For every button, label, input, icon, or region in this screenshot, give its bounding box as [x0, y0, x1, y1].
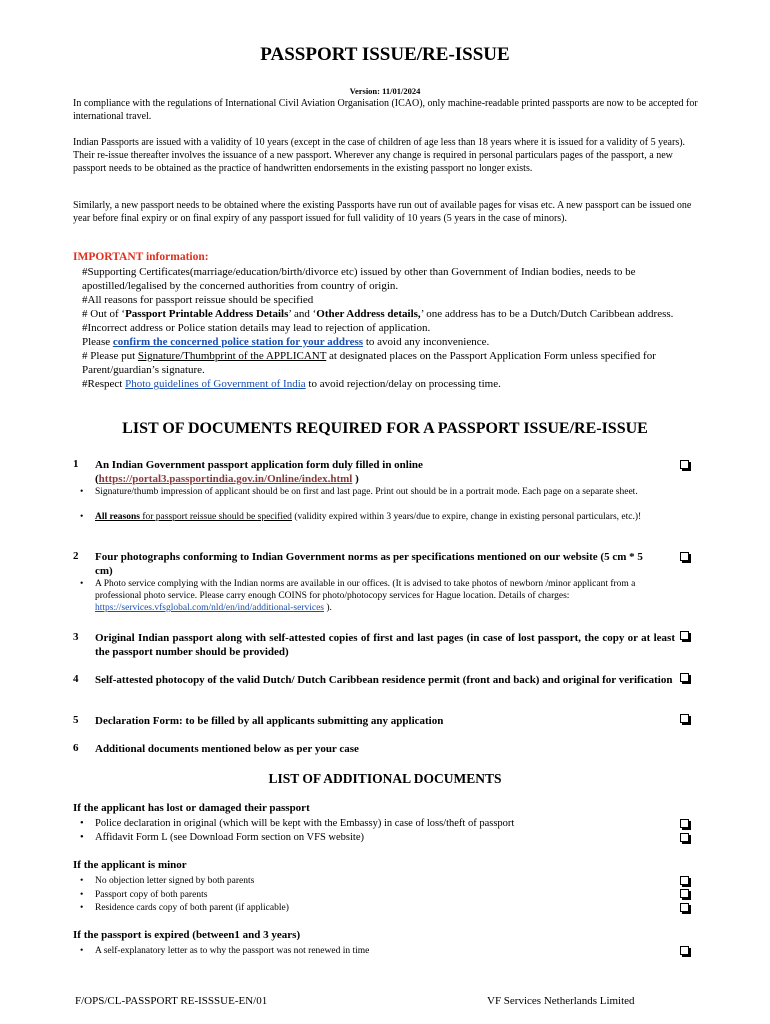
intro-paragraph-1: In compliance with the regulations of International Civil Aviation Organisation (ICAO), only machine-readable printed passports are now to be accepted for international travel.	[73, 98, 698, 122]
list-item: • Affidavit Form L (see Download Form section on VFS website)	[80, 832, 364, 843]
expired-passport-heading: If the passport is expired (between1 and 3 years)	[73, 929, 301, 941]
item-original-passport: Original Indian passport along with self-attested copies of first and last pages (in case of lost passport, the copy or at least the passport number should be provided)	[95, 632, 675, 658]
important-line-photo: #Respect Photo guidelines of Government of India to avoid rejection/delay on processing time.	[82, 378, 501, 390]
additional-documents-heading: LIST OF ADDITIONAL DOCUMENTS	[268, 771, 502, 786]
item-number: 2	[73, 550, 79, 562]
checkbox[interactable]	[680, 889, 689, 898]
important-line-incorrect: #Incorrect address or Police station details may lead to rejection of application.	[82, 322, 431, 334]
list-item: • Residence cards copy of both parent (if applicable)	[80, 903, 289, 913]
checkbox[interactable]	[680, 946, 689, 955]
footer-company: VF Services Netherlands Limited	[487, 995, 635, 1007]
list-item: • Passport copy of both parents	[80, 890, 208, 900]
intro-paragraph-2: Indian Passports are issued with a validity of 10 years (except in the case of children of age less than 18 years where it is issued for a validity of 5 years). Their re-issue thereafter involves the issuance of a new passport. Wherever any change is required in personal particulars pages of the passport, a new passport needs to be obtained as the practice of handwritten endorsements in the existing passport no longer exists.	[73, 137, 686, 174]
list-item: • Police declaration in original (which will be kept with the Embassy) in case of loss/theft of passport	[80, 818, 515, 829]
checkbox[interactable]	[680, 876, 689, 885]
checkbox[interactable]	[680, 460, 689, 469]
footer-form-code: F/OPS/CL-PASSPORT RE-ISSSUE-EN/01	[75, 995, 268, 1007]
checkbox[interactable]	[680, 714, 689, 723]
list-item: • A Photo service complying with the Indian norms are available in our offices. (It is advised to take photos of newborn /minor applicant from a professional photo service. Please carry enough COINS for photo/photocopy services for Hague location. Details of charges: https://services.vfsglobal.com/nld/en/ind/additional-services ).	[80, 579, 636, 613]
checkbox[interactable]	[680, 833, 689, 842]
page-title: PASSPORT ISSUE/RE-ISSUE	[260, 44, 510, 65]
documents-list-heading: LIST OF DOCUMENTS REQUIRED FOR A PASSPORT ISSUE/RE-ISSUE	[122, 420, 648, 437]
list-item: • No objection letter signed by both parents	[80, 876, 255, 886]
important-line-address: # Out of ‘Passport Printable Address Details’ and ‘Other Address details,’ one address has to be a Dutch/Dutch Caribbean address.	[82, 308, 674, 320]
important-line-reasons: #All reasons for passport reissue should be specified	[82, 294, 314, 306]
list-item: • All reasons for passport reissue should be specified (validity expired within 3 years/due to expire, change in existing personal particulars, etc.)!	[80, 512, 642, 522]
checkbox[interactable]	[680, 819, 689, 828]
checkbox[interactable]	[680, 631, 689, 640]
passport-portal-link[interactable]: https://portal3.passportindia.gov.in/Online/index.html	[98, 473, 353, 485]
item-number: 5	[73, 714, 79, 726]
important-block	[82, 265, 702, 391]
important-heading: IMPORTANT information:	[73, 251, 209, 263]
checkbox[interactable]	[680, 673, 689, 682]
lost-passport-heading: If the applicant has lost or damaged their passport	[73, 802, 310, 814]
intro-paragraph-3: Similarly, a new passport needs to be obtained where the existing Passports have run out of available pages for visas etc. A new passport can be issued one year before final expiry or on final expiry of any passport issued for full validity of 10 years (5 years in the case of minors).	[73, 200, 692, 224]
minor-heading: If the applicant is minor	[73, 859, 187, 871]
version-label: Version: 11/01/2024	[349, 86, 421, 96]
item-application-form: An Indian Government passport application form duly filled in online (https://portal3.passportindia.gov.in/Online/index.html )	[95, 459, 423, 485]
item-residence-permit: Self-attested photocopy of the valid Dutch/ Dutch Caribbean residence permit (front and back) and original for verification	[95, 674, 673, 686]
item-photographs: Four photographs conforming to Indian Government norms as per specifications mentioned on our website (5 cm * 5 cm)	[95, 551, 643, 577]
item-number: 6	[73, 742, 79, 754]
vfs-services-link[interactable]: https://services.vfsglobal.com/nld/en/ind/additional-services	[95, 603, 325, 613]
important-line-certificates: #Supporting Certificates(marriage/education/birth/divorce etc) issued by other than Government of Indian bodies, needs to be apostilled/legalised by the concerned authorities from country of origin.	[82, 266, 636, 292]
item-declaration-form: Declaration Form: to be filled by all applicants submitting any application	[95, 715, 444, 727]
item-number: 1	[73, 458, 79, 470]
item-additional-documents: Additional documents mentioned below as per your case	[95, 743, 359, 755]
photo-guidelines-link[interactable]: Photo guidelines of Government of India	[125, 378, 306, 390]
checkbox[interactable]	[680, 903, 689, 912]
list-item: • Signature/thumb impression of applicant should be on first and last page. Print out should be in a portrait mode. Each page on a separate sheet.	[80, 487, 638, 497]
item-number: 4	[73, 673, 79, 685]
list-item: • A self-explanatory letter as to why the passport was not renewed in time	[80, 946, 370, 956]
important-line-police: Please confirm the concerned police station for your address to avoid any inconvenience.	[82, 336, 490, 348]
important-line-signature: # Please put Signature/Thumbprint of the APPLICANT at designated places on the Passport Application Form unless specified for Parent/guardian’s signature.	[82, 350, 656, 376]
checkbox[interactable]	[680, 552, 689, 561]
item-number: 3	[73, 631, 79, 643]
police-station-link[interactable]: confirm the concerned police station for your address	[112, 336, 364, 348]
